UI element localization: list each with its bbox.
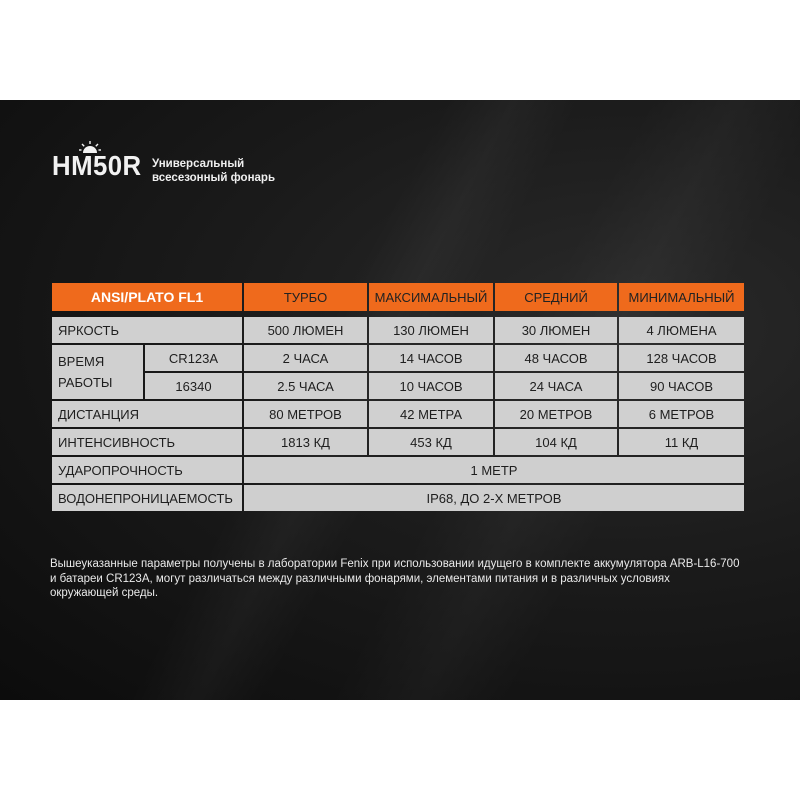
table-cell: 104 КД: [495, 429, 617, 455]
product-tagline: [152, 157, 275, 185]
footnote-line-2: и батареи CR123A, могут различаться между различными фонарями, элементами питания и в различных условиях: [50, 572, 670, 585]
battery-label-16340: 16340: [145, 373, 242, 399]
table-cell: 90 ЧАСОВ: [619, 373, 744, 399]
table-cell: 30 ЛЮМЕН: [495, 317, 617, 343]
spec-panel: [0, 100, 800, 700]
table-cell: 48 ЧАСОВ: [495, 345, 617, 371]
footnote-line-1: Вышеуказанные параметры получены в лаборатории Fenix при использовании идущего в комплекте аккумулятора ARB-L16-700: [50, 558, 740, 570]
table-cell: 6 МЕТРОВ: [619, 401, 744, 427]
row-label-brightness: ЯРКОСТЬ: [52, 317, 242, 343]
battery-label-cr123a: CR123A: [145, 345, 242, 371]
table-cell: 128 ЧАСОВ: [619, 345, 744, 371]
table-cell: 42 МЕТРА: [369, 401, 493, 427]
table-cell: 20 МЕТРОВ: [495, 401, 617, 427]
table-row: [52, 429, 744, 455]
header-turbo: ТУРБО: [244, 283, 367, 311]
runtime-label-line-1: ВРЕМЯ: [58, 354, 105, 369]
spec-table: [50, 281, 746, 513]
product-logo: HM50R: [52, 150, 142, 181]
footnote-line-3: окружающей среды.: [50, 587, 159, 599]
header-medium: СРЕДНИЙ: [495, 283, 617, 311]
table-row: [52, 345, 744, 371]
row-label-waterproof: ВОДОНЕПРОНИЦАЕМОСТЬ: [52, 485, 242, 511]
tagline-line-1: Универсальный: [152, 158, 245, 170]
table-cell: 453 КД: [369, 429, 493, 455]
table-row: [52, 401, 744, 427]
tagline-line-2: всесезонный фонарь: [152, 172, 276, 184]
header-min: МИНИМАЛЬНЫЙ: [619, 283, 744, 311]
table-cell: 1 МЕТР: [244, 457, 744, 483]
table-cell: 2.5 ЧАСА: [244, 373, 367, 399]
table-row: [52, 485, 744, 511]
table-cell: IP68, ДО 2-Х МЕТРОВ: [244, 485, 744, 511]
table-header-row: [52, 283, 744, 311]
table-row: [52, 457, 744, 483]
table-cell: 2 ЧАСА: [244, 345, 367, 371]
table-cell: 80 МЕТРОВ: [244, 401, 367, 427]
table-cell: 10 ЧАСОВ: [369, 373, 493, 399]
table-cell: 1813 КД: [244, 429, 367, 455]
table-cell: 14 ЧАСОВ: [369, 345, 493, 371]
table-cell: 11 КД: [619, 429, 744, 455]
table-cell: 130 ЛЮМЕН: [369, 317, 493, 343]
row-label-intensity: ИНТЕНСИВНОСТЬ: [52, 429, 242, 455]
row-label-impact: УДАРОПРОЧНОСТЬ: [52, 457, 242, 483]
row-label-runtime: [52, 345, 143, 399]
row-label-distance: ДИСТАНЦИЯ: [52, 401, 242, 427]
header-max: МАКСИМАЛЬНЫЙ: [369, 283, 493, 311]
table-cell: 500 ЛЮМЕН: [244, 317, 367, 343]
table-cell: 4 ЛЮМЕНА: [619, 317, 744, 343]
table-row: [52, 373, 744, 399]
table-row: [52, 317, 744, 343]
footnote: [50, 557, 760, 601]
runtime-label-line-2: РАБОТЫ: [58, 375, 113, 390]
table-cell: 24 ЧАСА: [495, 373, 617, 399]
header-standard: ANSI/PLATO FL1: [52, 283, 242, 311]
